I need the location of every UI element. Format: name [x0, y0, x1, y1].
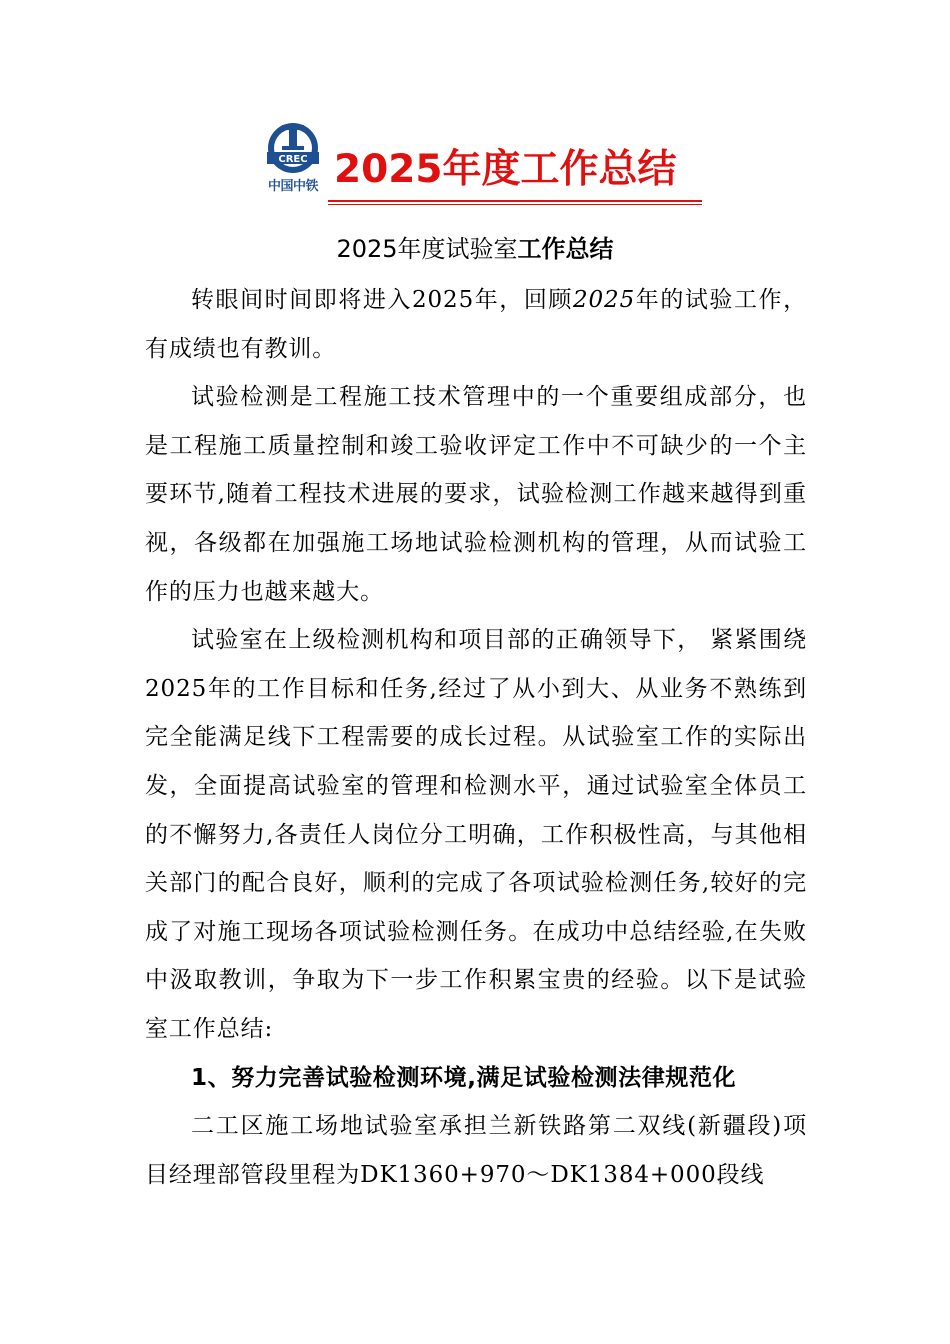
crec-logo-mark	[258, 120, 328, 176]
paragraph-4: 二工区施工场地试验室承担兰新铁路第二双线(新疆段)项目经理部管段里程为DK1360+970～DK1384+000段线	[145, 1113, 807, 1188]
title-normal: 2025年度试验室	[336, 235, 518, 263]
section-heading-1: 1、努力完善试验检测环境,满足试验检测法律规范化	[191, 1064, 737, 1091]
p1-text-before: 转眼间时间即将进入2025年，回顾	[191, 287, 573, 313]
paragraph-3: 试验室在上级检测机构和项目部的正确领导下， 紧紧围绕2025年的工作目标和任务,经过了从小到大、从业务不熟练到完全能满足线下工程需要的成长过程。从试验室工作的实际出发，全面提高试验室的管理和检测水平，通过试验室全体员工的不懈努力,各责任人岗位分工明确，工作积极性高，与其他相关部门的配合良好，顺利的完成了各项试验检测任务,较好的完成了对施工现场各项试验检测任务。在成功中总结经验,在失败中汲取教训，争取为下一步工作积累宝贵的经验。以下是试验室工作总结:	[145, 627, 807, 1042]
banner-title: 2025年度工作总结	[334, 147, 677, 192]
paragraph-1	[145, 276, 807, 373]
header-banner	[258, 120, 708, 210]
banner-underline	[328, 200, 702, 202]
paragraph-2: 试验检测是工程施工技术管理中的一个重要组成部分，也是工程施工质量控制和竣工验收评定工作中不可缺少的一个主要环节,随着工程技术进展的要求，试验检测工作越来越得到重视，各级都在加强施工场地试验检测机构的管理，从而试验工作的压力也越来越大。	[145, 384, 807, 605]
p1-text-after: 年的试验工作，有成绩也有教训。	[145, 287, 807, 362]
logo-mark-text: CREC	[278, 154, 308, 165]
crec-logo	[258, 120, 328, 200]
banner-underline-thin	[328, 204, 702, 205]
document-title	[0, 232, 950, 266]
title-bold: 工作总结	[517, 235, 614, 263]
p1-italic-year: 2025	[572, 287, 636, 313]
document-body	[145, 276, 807, 1199]
logo-company-name: 中国中铁	[267, 179, 318, 194]
